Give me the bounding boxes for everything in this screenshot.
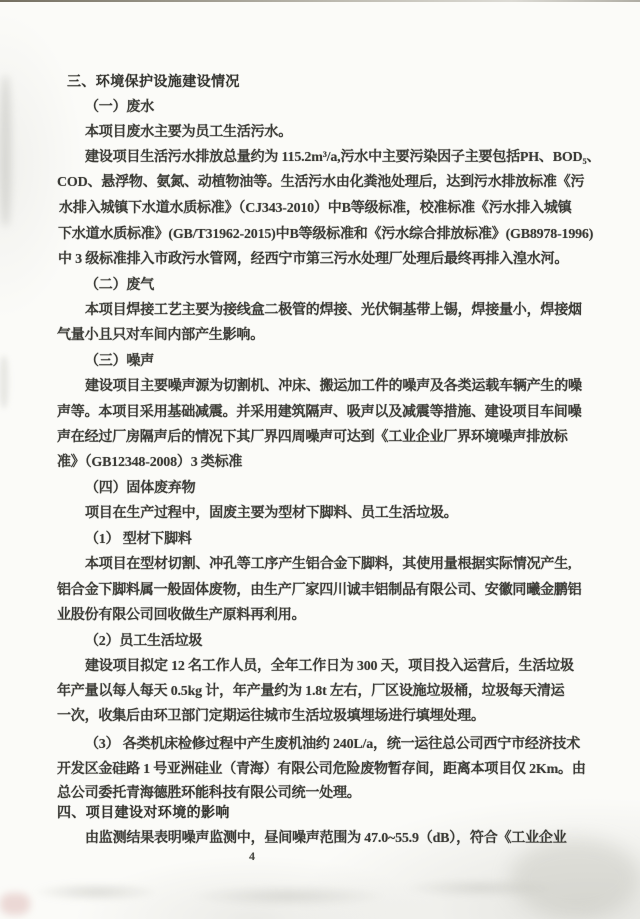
text-line: 项目在生产过程中，固废主要为型材下脚料、员工生活垃圾。: [85, 506, 458, 521]
text-line: 建设项目拟定 12 名工作人员，全年工作日为 300 天，项目投入运营后，生活垃圾: [85, 659, 574, 674]
text-line: （1） 型材下脚料: [85, 532, 192, 547]
text-line: 由监测结果表明噪声监测中，昼间噪声范围为 47.0~55.9（dB），符合《工业企业: [85, 831, 567, 846]
text-line: 水排入城镇下水道水质标准》（CJ343-2010）中B等级标准，校准标准《污水排入城镇: [59, 201, 572, 216]
text-line: 声等。本项目采用基础减震。并采用建筑隔声、吸声以及减震等措施、建设项目车间噪: [57, 405, 582, 420]
text-line: 建设项目主要噪声源为切割机、冲床、搬运加工件的噪声及各类运载车辆产生的噪: [85, 379, 582, 394]
scan-artifact-left-smudge: [0, 76, 11, 226]
text-line: 声在经过厂房隔声后的情况下其厂界四周噪声可达到《工业企业厂界环境噪声排放标: [57, 430, 568, 445]
text-line: 准》（GB12348-2008）3 类标准: [57, 455, 243, 470]
text-line: 总公司委托青海德胜环能科技有限公司统一处理。: [57, 786, 361, 801]
section-heading: 四、项目建设对环境的影响: [57, 804, 230, 820]
text-line: 本项目废水主要为员工生活污水。: [85, 125, 292, 140]
text-line: （二）废气: [85, 278, 154, 293]
text-line: 业股份有限公司回收做生产原料再利用。: [57, 608, 306, 623]
text-line: 建设项目生活污水排放总量约为 115.2m³/a,污水中主要污染因子主要包括PH、BOD₅、: [85, 150, 601, 165]
text-line: 中 3 级标准排入市政污水管网，经西宁市第三污水处理厂处理后最终再排入湟水河。: [58, 252, 569, 267]
section-heading: 三、环境保护设施建设情况: [67, 73, 240, 89]
text-line: （一）废水: [85, 100, 154, 115]
scan-artifact-corner-blotch: [510, 838, 640, 918]
text-line: 一次，收集后由环卫部门定期运往城市生活垃圾填埋场进行填埋处理。: [57, 709, 485, 724]
text-line: 气量小且只对车间内部产生影响。: [57, 328, 264, 343]
scan-artifact-bottom-left-mark: [0, 893, 30, 915]
text-line: 本项目在型材切割、冲孔等工序产生铝合金下脚料，其使用量根据实际情况产生,: [85, 557, 572, 572]
text-line: COD、悬浮物、氨氮、动植物油等。生活污水由化粪池处理后，达到污水排放标准《污: [57, 175, 585, 190]
text-line: 年产量以每人每天 0.5kg 计，年产量约为 1.8t 左右，厂区设施垃圾桶，垃圾每天清运: [57, 684, 565, 699]
scan-artifact-left-smudge: [0, 356, 8, 408]
text-line: （四）固体废弃物: [85, 481, 196, 496]
text-line: （2）员工生活垃圾: [85, 634, 203, 649]
scan-artifact-bottom-shadow: [0, 872, 640, 912]
page-number: 4: [249, 849, 255, 863]
scan-artifact-top-edge: [0, 0, 640, 2]
text-line: （3） 各类机床检修过程中产生废机油约 240L/a，统一运往总公司西宁市经济技术: [85, 737, 581, 752]
text-line: （三）噪声: [85, 354, 154, 369]
text-line: 铝合金下脚料属一般固体废物，由生产厂家四川诚丰铝制品有限公司、安徽同曦金鹏铝: [57, 583, 582, 598]
text-line: 开发区金硅路 1 号亚洲硅业（青海）有限公司危险废物暂存间，距离本项目仅 2Km。由: [57, 762, 586, 777]
text-line: 下水道水质标准》(GB/T31962-2015)中B等级标准和《污水综合排放标准》(GB8978-1996): [58, 227, 594, 242]
text-line: 本项目焊接工艺主要为接线盒二极管的焊接、光伏铜基带上锡，焊接量小，焊接烟: [85, 303, 582, 318]
